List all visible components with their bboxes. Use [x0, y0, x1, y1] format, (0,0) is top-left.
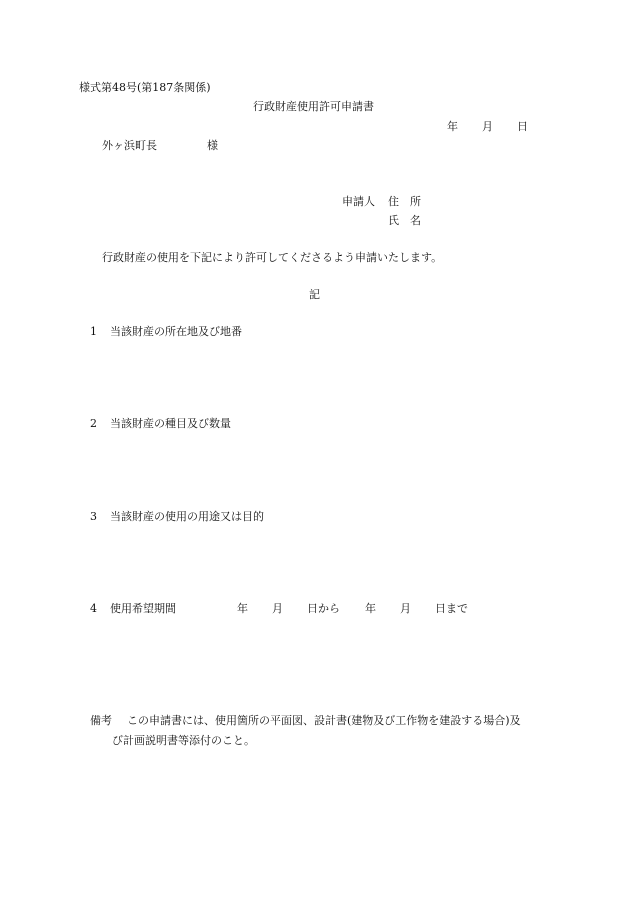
- form-number: 様式第48号(第187条関係): [79, 81, 211, 94]
- date-year-label: 年: [447, 120, 458, 133]
- item-number: 4: [90, 602, 97, 615]
- period-to-month: 月: [400, 602, 411, 615]
- item-label: 当該財産の所在地及び地番: [110, 325, 242, 338]
- item-label: 当該財産の種目及び数量: [110, 417, 231, 430]
- date-month-label: 月: [482, 120, 493, 133]
- item-4: [90, 602, 176, 615]
- item-label: 使用希望期間: [110, 602, 176, 615]
- item-number: 1: [90, 325, 97, 338]
- period-to-year: 年: [365, 602, 376, 615]
- request-statement: 行政財産の使用を下記により許可してくださるよう申請いたします。: [102, 251, 443, 264]
- period-to-day: 日まで: [435, 602, 468, 615]
- item-3: [90, 510, 264, 523]
- remarks-label: 備考: [90, 714, 112, 727]
- addressee-name: 外ヶ浜町長: [102, 139, 157, 152]
- item-2: [90, 417, 231, 430]
- date-day-label: 日: [517, 120, 528, 133]
- period-from-month: 月: [272, 602, 283, 615]
- ki-heading: 記: [309, 288, 320, 301]
- remarks-line-1: この申請書には、使用箇所の平面図、設計書(建物及び工作物を建設する場合)及: [127, 714, 521, 727]
- applicant-name-label: 氏 名: [388, 214, 421, 227]
- document-title: 行政財産使用許可申請書: [253, 100, 374, 113]
- period-from-day: 日から: [307, 602, 340, 615]
- remarks-line-2: び計画説明書等添付のこと。: [112, 734, 255, 747]
- item-1: [90, 325, 242, 338]
- item-number: 2: [90, 417, 97, 430]
- item-label: 当該財産の使用の用途又は目的: [110, 510, 264, 523]
- period-from-year: 年: [237, 602, 248, 615]
- applicant-label: 申請人: [342, 195, 375, 208]
- addressee-honorific: 様: [207, 139, 218, 152]
- item-number: 3: [90, 510, 97, 523]
- applicant-address-label: 住 所: [388, 195, 421, 208]
